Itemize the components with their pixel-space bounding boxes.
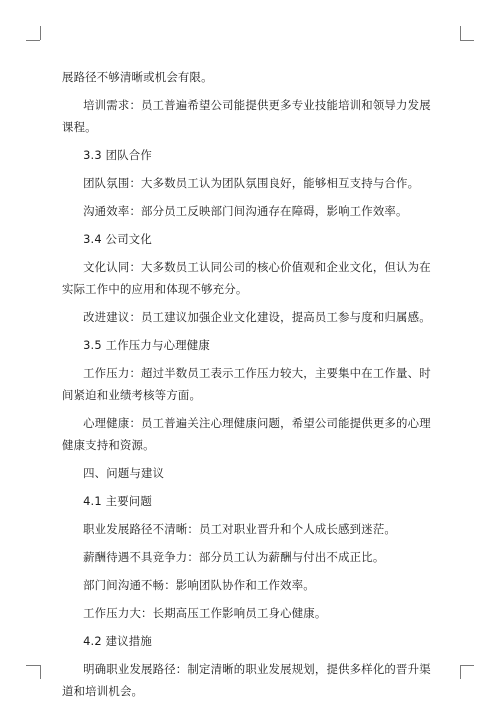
- paragraph-mental-health: 心理健康：员工普遍关注心理健康问题，希望公司能提供更多的心理健康支持和资源。: [62, 416, 431, 452]
- paragraph-communication-issue: 部门间沟通不畅：影响团队协作和工作效率。: [83, 578, 315, 592]
- heading-3-4: 3.4 公司文化: [83, 232, 152, 246]
- heading-3-5: 3.5 工作压力与心理健康: [83, 338, 210, 352]
- document-body: [62, 66, 442, 708]
- paragraph-work-pressure: 工作压力：超过半数员工表示工作压力较大，主要集中在工作量、时间紧迫和业绩考核等方面。: [62, 366, 431, 402]
- heading-section-4: 四、问题与建议: [83, 466, 165, 480]
- paragraph-team-atmosphere: 团队氛围：大多数员工认为团队氛围良好，能够相互支持与合作。: [83, 176, 420, 190]
- paragraph-pressure-issue: 工作压力大：长期高压工作影响员工身心健康。: [83, 606, 327, 620]
- paragraph-career-path-measure: 明确职业发展路径：制定清晰的职业发展规划，提供多样化的晋升渠道和培训机会。: [62, 662, 431, 698]
- heading-4-2: 4.2 建议措施: [83, 634, 152, 648]
- paragraph-continuation: 展路径不够清晰或机会有限。: [62, 70, 213, 84]
- heading-4-1: 4.1 主要问题: [83, 494, 152, 508]
- paragraph-salary-issue: 薪酬待遇不具竞争力：部分员工认为薪酬与付出不成正比。: [83, 550, 385, 564]
- paragraph-career-path-issue: 职业发展路径不清晰：员工对职业晋升和个人成长感到迷茫。: [83, 522, 397, 536]
- paragraph-improvement-suggestion: 改进建议：员工建议加强企业文化建设，提高员工参与度和归属感。: [83, 310, 431, 324]
- paragraph-culture-identity: 文化认同：大多数员工认同公司的核心价值观和企业文化，但认为在实际工作中的应用和体现不够充分。: [62, 260, 431, 296]
- paragraph-training-needs: 培训需求：员工普遍希望公司能提供更多专业技能培训和领导力发展课程。: [62, 98, 431, 134]
- heading-3-3: 3.3 团队合作: [83, 148, 152, 162]
- paragraph-communication-efficiency: 沟通效率：部分员工反映部门间沟通存在障碍，影响工作效率。: [83, 204, 408, 218]
